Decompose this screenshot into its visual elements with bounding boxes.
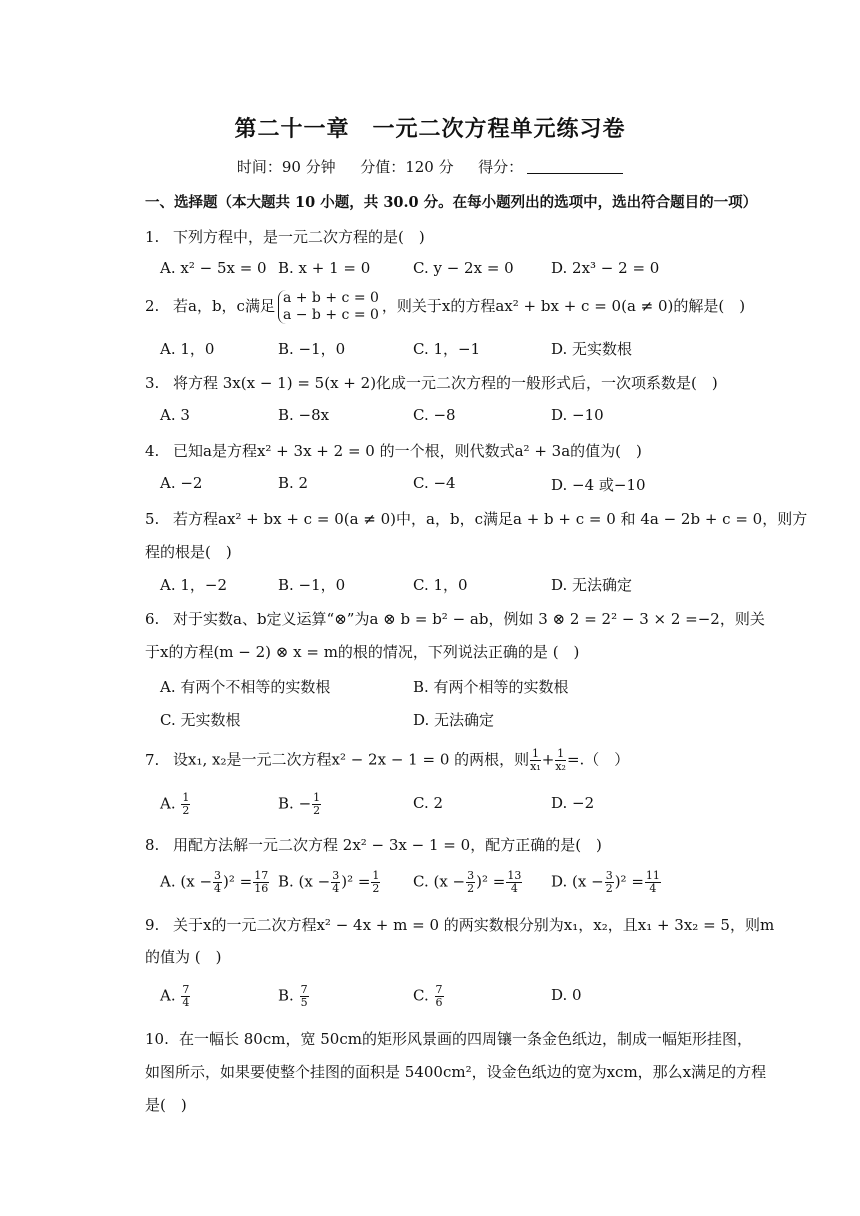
question-9 <box>145 914 774 935</box>
q7-option-a: A. $\frac{1}{2}$ <box>160 791 190 817</box>
question-text: 将方程 3x(x − 1) = 5(x + 2)化成一元二次方程的一般形式后，一次项系数是( ) <box>173 374 718 392</box>
question-text-b: ，则关于x的方程ax² + bx + c = 0(a ≠ 0)的解是( ) <box>381 297 746 315</box>
question-10 <box>145 1028 752 1049</box>
fraction: $\frac{1}{2}$ <box>313 791 321 817</box>
exam-meta <box>0 156 860 177</box>
q3-option-a: A. 3 <box>160 406 190 424</box>
question-text-a: 若a，b，c满足 <box>173 297 275 315</box>
question-number: 6. <box>145 610 160 628</box>
page-title: 第二十一章 一元二次方程单元练习卷 <box>234 116 626 142</box>
fraction: $\frac{1}{2}$ <box>182 791 190 817</box>
plus-sign: + <box>541 750 555 769</box>
q9-option-a: A. $\frac{7}{4}$ <box>160 983 190 1009</box>
q8-option-b: B. (x − $\frac{3}{4}$ )² = $\frac{1}{2}$ <box>278 869 380 895</box>
question-7 <box>145 748 629 773</box>
q3-option-b: B. −8x <box>278 406 330 424</box>
question-text: 若方程ax² + bx + c = 0(a ≠ 0)中，a，b，c满足a + b + c = 0 和 4a − 2b + c = 0，则方 <box>173 510 808 528</box>
question-text: 对于实数a、b定义运算“⊗”为a ⊗ b = b² − ab，例如 3 ⊗ 2 = 2² − 3 × 2 =−2，则关 <box>173 610 765 628</box>
q9-option-c: C. $\frac{7}{6}$ <box>413 983 443 1009</box>
question-number: 7. <box>145 750 160 769</box>
question-number: 10. <box>145 1030 169 1048</box>
question-2 <box>145 290 745 324</box>
question-number: 9. <box>145 916 160 934</box>
question-number: 2. <box>145 297 160 315</box>
question-text-a: 设x₁, x₂是一元二次方程x² − 2x − 1 = 0 的两根，则 <box>173 750 530 769</box>
question-text: 在一幅长 80cm，宽 50cm的矩形风景画的四周镶一条金色纸边，制成一幅矩形挂图， <box>179 1030 752 1048</box>
question-number: 3. <box>145 374 160 392</box>
system-line-2: a − b + c = 0 <box>282 307 379 323</box>
q6-option-c: C. 无实数根 <box>160 711 241 729</box>
section-title: 一、选择题（本大题共 10 小题，共 30.0 分。在每小题列出的选项中，选出符合题目的一项） <box>145 194 758 211</box>
question-5-cont: 程的根是( ) <box>145 543 232 561</box>
fraction-1-over-x1: $\frac{1}{\text{x₁}}$ <box>530 747 541 773</box>
question-6 <box>145 608 765 629</box>
q2-option-a: A. 1，0 <box>160 340 215 358</box>
q3-option-c: C. −8 <box>413 406 456 424</box>
q5-option-d: D. 无法确定 <box>551 576 633 594</box>
q1-option-a: A. x² − 5x = 0 <box>160 259 267 277</box>
q8-option-d: D. (x − $\frac{3}{2}$ )² = $\frac{11}{4}$ <box>551 869 660 895</box>
question-text: 用配方法解一元二次方程 2x² − 3x − 1 = 0，配方正确的是( ) <box>173 836 602 854</box>
q8-option-c: C. (x − $\frac{3}{2}$ )² = $\frac{13}{4}$ <box>413 869 522 895</box>
q5-option-b: B. −1，0 <box>278 576 346 594</box>
q8-option-a: A. (x − $\frac{3}{4}$ )² = $\frac{17}{16}$ <box>160 869 269 895</box>
question-8 <box>145 834 602 855</box>
question-3 <box>145 372 718 393</box>
q4-option-d: D. −4 或−10 <box>551 476 646 494</box>
q9-option-b: B. $\frac{7}{5}$ <box>278 983 308 1009</box>
q6-option-a: A. 有两个不相等的实数根 <box>160 678 331 696</box>
q7-option-b: B. − $\frac{1}{2}$ <box>278 791 321 817</box>
q9-option-d: D. 0 <box>551 986 582 1004</box>
q7-option-d: D. −2 <box>551 794 595 812</box>
q5-option-a: A. 1，−2 <box>160 576 228 594</box>
question-10-cont-1: 如图所示，如果要使整个挂图的面积是 5400cm²，设金色纸边的宽为xcm，那么x满足的方程 <box>145 1063 767 1081</box>
q6-option-b: B. 有两个相等的实数根 <box>413 678 569 696</box>
question-text: 已知a是方程x² + 3x + 2 = 0 的一个根，则代数式a² + 3a的值为( ) <box>173 442 642 460</box>
question-number: 1. <box>145 228 160 246</box>
fraction-1-over-x2: $\frac{1}{\text{x₂}}$ <box>555 747 566 773</box>
q4-option-c: C. −4 <box>413 474 456 492</box>
question-text: 关于x的一元二次方程x² − 4x + m = 0 的两实数根分别为x₁，x₂，且x₁ + 3x₂ = 5，则m <box>173 916 775 934</box>
question-number: 8. <box>145 836 160 854</box>
q1-option-d: D. 2x³ − 2 = 0 <box>551 259 660 277</box>
q4-option-a: A. −2 <box>160 474 203 492</box>
question-6-cont: 于x的方程(m − 2) ⊗ x = m的根的情况，下列说法正确的是 ( ) <box>145 643 580 661</box>
question-text: 下列方程中，是一元二次方程的是( ) <box>173 228 425 246</box>
question-1 <box>145 226 425 247</box>
score-blank <box>527 159 623 174</box>
question-10-cont-2: 是( ) <box>145 1096 187 1114</box>
q2-option-d: D. 无实数根 <box>551 340 633 358</box>
q2-option-b: B. −1，0 <box>278 340 346 358</box>
question-number: 4. <box>145 442 160 460</box>
q5-option-c: C. 1，0 <box>413 576 468 594</box>
q1-option-c: C. y − 2x = 0 <box>413 259 514 277</box>
q6-option-d: D. 无法确定 <box>413 711 495 729</box>
system-line-1: a + b + c = 0 <box>282 290 379 306</box>
q1-option-b: B. x + 1 = 0 <box>278 259 371 277</box>
q3-option-d: D. −10 <box>551 406 604 424</box>
q4-option-b: B. 2 <box>278 474 309 492</box>
q7-option-c: C. 2 <box>413 794 444 812</box>
question-text-b: =.（ ） <box>566 750 630 769</box>
q2-option-c: C. 1，−1 <box>413 340 481 358</box>
question-number: 5. <box>145 510 160 528</box>
question-5 <box>145 508 807 529</box>
equation-system <box>278 290 379 324</box>
exam-meta-text: 时间：90 分钟 分值：120 分 得分： <box>236 158 524 176</box>
question-4 <box>145 440 642 461</box>
question-9-cont: 的值为 ( ) <box>145 948 222 966</box>
